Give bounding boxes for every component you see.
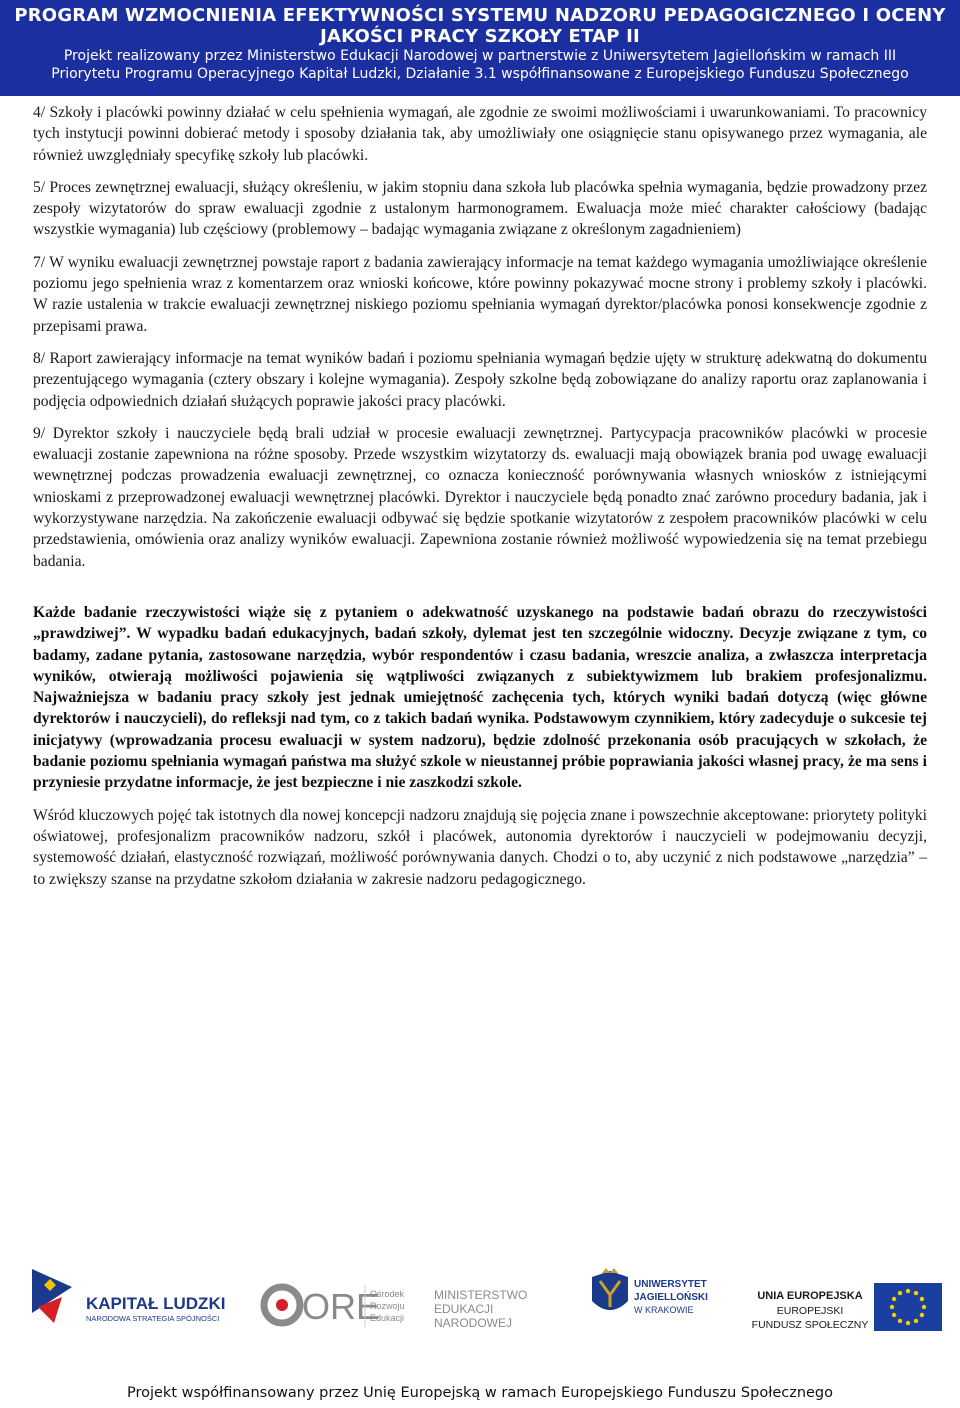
- program-title: [0, 0, 960, 47]
- cofinancing-footer: Projekt współfinansowany przez Unię Europejską w ramach Europejskiego Funduszu Społecznego: [126, 1385, 834, 1401]
- men-logo: [428, 1283, 548, 1343]
- project-subtitle: [0, 47, 960, 83]
- paragraph-4: 4/ Szkoły i placówki powinny działać w celu spełnienia wymagań, ale zgodnie ze swoimi możliwościami i uwarunkowaniami. To pracownicy tych instytucji powinni dobierać metody i sposoby działania tak, aby umożliwiały one osiągnięcie stanu opisywanego przez wymagania, ale również uwzględniały specyfikę szkoły lub placówki.: [33, 104, 927, 164]
- document-header: [0, 0, 960, 96]
- bold-paragraph: Każde badanie rzeczywistości wiąże się z pytaniem o adekwatność uzyskanego na podstawie badań obrazu do rzeczywistości „prawdziwej”. W wypadku badań edukacyjnych, badań szkoły, dylemat jest ten szczególnie widoczny. Decyzje związane z tym, co badamy, zadane pytania, zastosowane narzędzia, wybór respondentów i czasu badania, wreszcie analiza, a zwłaszcza interpretacja wyników, otwierają możliwości pojawienia się wątpliwości związanych z subiektywizmem lub brakiem profesjonalizmu. Najważniejsza w badaniu pracy szkoły jest jednak umiejętność zachęcenia tych, których wyniki badań dotyczą (więc główne dyrektorów i nauczycieli), do refleksji nad tym, co z takich badań wynika. Podstawowym czynnikiem, który zadecyduje o sukcesie tej inicjatywy (wprowadzania procesu ewaluacji w system nadzoru), będzie zdolność przekonania osób pracujących w szkołach, że badanie poziomu spełniania wymagań państwa ma służyć szkole w nieustannej próbie poprawiania jakości własnej pracy, że ma sens i przyniesie przydatne informacje, że jest bezpieczne i nie zaszkodzi szkole.: [33, 603, 927, 792]
- program-title-line-1: PROGRAM WZMOCNIENIA EFEKTYWNOŚCI SYSTEMU NADZORU PEDAGOGICZNEGO I OCENY: [14, 5, 946, 26]
- document-body: [33, 102, 927, 901]
- ore-line-1: Ośrodek: [370, 1289, 405, 1299]
- closing-paragraph: Wśród kluczowych pojęć tak istotnych dla nowej koncepcji nadzoru znajdują się pojęcia znane i powszechnie akceptowane: priorytety polityki oświatowej, profesjonalizm pracowników nadzoru, szkół i placówek, autonomia dyrektorów i nauczycieli w podejmowaniu decyzji, systemowość działań, elastyczność rozwiązań, możliwość porównywania danych. Chodzi o to, aby uczynić z nich podstawowe „narzędzia” – to zwiększy szanse na przydatne szkołom działania w zakresie nadzoru pedagogicznego.: [33, 806, 927, 888]
- ore-logo: [258, 1275, 418, 1335]
- uj-line-2: JAGIELLOŃSKI: [634, 1292, 708, 1303]
- project-subtitle-line-1: Projekt realizowany przez Ministerstwo Edukacji Narodowej w partnerstwie z Uniwersytetem Jagiellońskim w ramach III: [63, 48, 897, 64]
- program-title-line-2: JAKOŚCI PRACY SZKOŁY ETAP II: [320, 26, 640, 47]
- uj-logo: [588, 1267, 723, 1339]
- ue-line-2: EUROPEJSKI: [776, 1305, 844, 1317]
- paragraph-9: 9/ Dyrektor szkoły i nauczyciele będą brali udział w procesie ewaluacji zewnętrznej. Partycypacja pracowników placówki w procesie ewaluacji zostanie zapewniona na różne sposoby. Przede wszystkim wizytatorzy ds. ewaluacji mają obowiązek brania pod uwagę ewaluacji wewnętrznej podczas prowadzenia ewaluacji zewnętrznej, co oznacza konieczność porównywania własnych wniosków z istniejącymi wnioskami z przeprowadzonej ewaluacji wewnętrznej placówki. Dyrektor i nauczyciele będą ponadto znać zarówno procedury badania, jak i wykorzystywane narzędzia. Na zakończenie ewaluacji odbywać się będzie spotkanie wizytatorów z zespołem pracowników placówki w celu przedstawienia, omówienia oraz analizy wyników ewaluacji. Zapewniona zostanie również możliwość wypowiedzenia się na temat przebiegu badania.: [33, 424, 927, 570]
- men-line-1: MINISTERSTWO: [434, 1288, 528, 1302]
- men-line-2: EDUKACJI: [434, 1302, 494, 1316]
- men-line-3: NARODOWEJ: [434, 1316, 512, 1330]
- paragraph-7: 7/ W wyniku ewaluacji zewnętrznej powstaje raport z badania zawierający informacje na temat każdego wymagania umożliwiające określenie poziomu jego spełnienia wraz z komentarzem oraz wnioski końcowe, które powinny pokazywać mocne strony i problemy szkoły i placówki. W razie ustalenia w trakcie ewaluacji zewnętrznej niskiego poziomu spełniania wymagań dyrektor/placówka ponosi konsekwencje zgodnie z przepisami prawa.: [33, 253, 927, 335]
- ue-line-3: FUNDUSZ SPOŁECZNY: [752, 1319, 869, 1331]
- project-subtitle-line-2: Priorytetu Programu Operacyjnego Kapitał Ludzki, Działanie 3.1 współfinansowane z Europejskiego Funduszu Społecznego: [51, 66, 909, 82]
- ore-dot: [276, 1299, 288, 1311]
- ore-line-3: Edukacji: [370, 1313, 405, 1323]
- ue-line-1: UNIA EUROPEJSKA: [757, 1290, 863, 1302]
- kapital-ludzki-subtitle: NARODOWA STRATEGIA SPÓJNOŚCI: [86, 1314, 220, 1323]
- partner-logos: [0, 1255, 960, 1355]
- paragraph-5: 5/ Proces zewnętrznej ewaluacji, służący określeniu, w jakim stopniu dana szkoła lub placówka spełnia wymagania, będzie prowadzony przez zespoły wizytatorów do spraw ewaluacji zgodnie z ustalonym harmonogramem. Ewaluacja może mieć charakter całościowy (badając wszystkie wymagania) lub częściowy (problemowy – badając wymagania związane z określonym zagadnieniem): [33, 178, 927, 239]
- kapital-ludzki-title: KAPITAŁ LUDZKI: [86, 1294, 226, 1313]
- kapital-ludzki-logo: [28, 1267, 228, 1331]
- ue-logo: [752, 1283, 942, 1343]
- ore-mark: ORE: [302, 1286, 381, 1327]
- ore-line-2: Rozwoju: [370, 1301, 405, 1311]
- paragraph-8: 8/ Raport zawierający informacje na temat wyników badań i poziomu spełniania wymagań będzie ujęty w strukturę adekwatną do dokumentu prezentującego wymagania (cztery obszary i kolejne wymagania). Zespoły szkolne będą zobowiązane do analizy raportu oraz zaplanowania i podjęcia odpowiednich działań służących poprawie jakości pracy placówki.: [33, 349, 927, 410]
- uj-line-1: UNIWERSYTET: [634, 1279, 707, 1290]
- uj-line-3: W KRAKOWIE: [634, 1305, 694, 1315]
